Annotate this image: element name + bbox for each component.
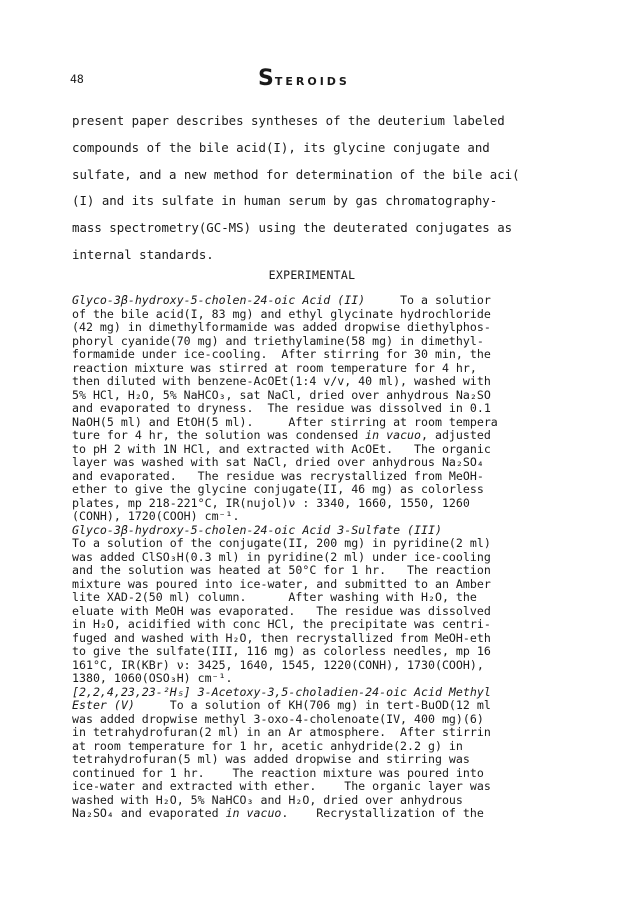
body-text: phoryl cyanide(70 mg) and triethylamine(58 mg) in dimethyl- (72, 334, 484, 348)
body-text: 5% HCl, H₂O, 5% NaHCO₃, sat NaCl, dried over anhydrous Na₂SO (72, 388, 491, 402)
body-text: Na₂SO₄ and evaporated (72, 807, 226, 820)
body-line (72, 335, 556, 349)
body-text: NaOH(5 ml) and EtOH(5 ml). After stirring at room tempera (72, 415, 498, 429)
body-text: To a solutior (365, 294, 491, 307)
section-heading: EXPERIMENTAL (268, 268, 356, 282)
body-line (72, 348, 556, 362)
body-text: to give the sulfate(III, 116 mg) as colorless needles, mp 16 (72, 645, 491, 658)
journal-running-head (258, 66, 350, 91)
body-text: at room temperature for 1 hr, acetic anhydride(2.2 g) in (72, 739, 463, 753)
body-text: of the bile acid(I, 83 mg) and ethyl glycinate hydrochloride (72, 307, 491, 321)
body-text: then diluted with benzene-AcOEt(1:4 v/v, 40 ml), washed with (72, 375, 491, 388)
italic-text: in vacuo (225, 807, 282, 820)
body-line (72, 767, 556, 781)
intro-line: compounds of the bile acid(I), its glycine conjugate and (72, 139, 490, 155)
body-text: ether to give the glycine conjugate(II, 46 mg) as colorless (72, 483, 484, 496)
body-line (72, 807, 556, 821)
body-text: (42 mg) in dimethylformamide was added dropwise diethylphos- (72, 321, 491, 334)
body-line (72, 456, 556, 470)
body-line (72, 510, 556, 524)
body-line (72, 605, 556, 619)
body-text: , adjusted (421, 429, 491, 442)
journal-name-rest: TEROIDS (274, 75, 350, 88)
body-text: To a solution of KH(706 mg) in tert-BuOD(12 ml (134, 699, 491, 712)
body-text: formamide under ice-cooling. After stirring for 30 min, the (72, 348, 491, 361)
body-line (72, 537, 556, 551)
body-line (72, 375, 556, 389)
body-line (72, 389, 556, 403)
journal-initial: S (258, 66, 275, 91)
body-text: continued for 1 hr. The reaction mixture was poured into (72, 766, 484, 780)
body-text: was added ClSO₃H(0.3 ml) in pyridine(2 ml) under ice-cooling (72, 550, 491, 564)
body-line (72, 794, 556, 808)
body-text: (CONH), 1720(COOH) cm⁻¹. (72, 510, 240, 523)
body-text: and evaporated. The residue was recrystallized from MeOH- (72, 469, 484, 483)
intro-line: present paper describes syntheses of the deuterium labeled (72, 113, 505, 128)
body-text: and evaporated to dryness. The residue was dissolved in 0.1 (72, 402, 491, 415)
body-line (72, 308, 556, 322)
body-text: ture for 4 hr, the solution was condensed (72, 429, 366, 442)
intro-line: mass spectrometry(GC-MS) using the deuterated conjugates as (72, 220, 513, 236)
body-line (72, 686, 556, 700)
body-text: in tetrahydrofuran(2 ml) in an Ar atmosphere. After stirrin (72, 726, 491, 739)
body-line (72, 497, 556, 511)
body-line (72, 632, 556, 646)
body-line (72, 524, 556, 538)
body-line (72, 672, 556, 686)
body-text: to pH 2 with 1N HCl, and extracted with AcOEt. The organic (72, 442, 491, 456)
body-line (72, 551, 556, 565)
body-line (72, 578, 556, 592)
body-line (72, 740, 556, 754)
body-text: tetrahydrofuran(5 ml) was added dropwise and stirring was (72, 753, 470, 766)
italic-text: in vacuo (365, 429, 422, 442)
body-text: ice-water and extracted with ether. The organic layer was (72, 780, 491, 793)
body-line (72, 591, 556, 605)
body-text: layer was washed with sat NaCl, dried over anhydrous Na₂SO₄ (72, 456, 484, 469)
body-line (72, 645, 556, 659)
body-line (72, 470, 556, 484)
body-line (72, 780, 556, 794)
intro-line: sulfate, and a new method for determination of the bile aci( (72, 166, 520, 182)
body-line (72, 362, 556, 376)
body-text: fuged and washed with H₂O, then recrystallized from MeOH-eth (72, 631, 491, 645)
body-line (72, 713, 556, 727)
italic-text: Ester (V) (72, 699, 135, 712)
body-line (72, 659, 556, 673)
body-line (72, 443, 556, 457)
body-line (72, 416, 556, 430)
body-text: washed with H₂O, 5% NaHCO₃ and H₂O, dried over anhydrous (72, 793, 463, 807)
intro-paragraph (72, 108, 552, 269)
body-line (72, 618, 556, 632)
body-line (72, 402, 556, 416)
italic-text: Glyco-3β-hydroxy-5-cholen-24-oic Acid (II) (72, 294, 366, 307)
body-text: and the solution was heated at 50°C for 1 hr. The reaction (72, 564, 491, 577)
body-text: mixture was poured into ice-water, and submitted to an Amber (72, 577, 491, 591)
body-text: 161°C, IR(KBr) ν: 3425, 1640, 1545, 1220(CONH), 1730(COOH), (72, 658, 484, 672)
body-line (72, 483, 556, 497)
body-text: in H₂O, acidified with conc HCl, the precipitate was centri- (72, 618, 491, 631)
body-text: 1380, 1060(OSO₃H) cm⁻¹. (72, 672, 233, 685)
body-line (72, 699, 556, 713)
experimental-body (72, 294, 556, 821)
body-text: . Recrystallization of the (281, 807, 484, 820)
body-line (72, 564, 556, 578)
body-line (72, 321, 556, 335)
italic-text: [2,2,4,23,23-²H₅] 3-Acetoxy-3,5-choladien-24-oic Acid Methyl (72, 685, 491, 699)
body-text: lite XAD-2(50 ml) column. After washing with H₂O, the (72, 591, 477, 604)
body-line (72, 753, 556, 767)
italic-text: Glyco-3β-hydroxy-5-cholen-24-oic Acid 3-Sulfate (III) (72, 523, 442, 537)
body-line (72, 726, 556, 740)
body-text: was added dropwise methyl 3-oxo-4-cholenoate(IV, 400 mg)(6) (72, 712, 484, 726)
body-text: plates, mp 218-221°C, IR(nujol)ν : 3340, 1660, 1550, 1260 (72, 496, 470, 510)
body-text: eluate with MeOH was evaporated. The residue was dissolved (72, 604, 491, 618)
body-line (72, 429, 556, 443)
body-line (72, 294, 556, 308)
intro-line: internal standards. (72, 246, 214, 262)
intro-line: (I) and its sulfate in human serum by gas chromatography- (72, 193, 498, 209)
body-text: reaction mixture was stirred at room temperature for 4 hr, (72, 361, 477, 375)
page-number: 48 (70, 72, 84, 86)
body-text: To a solution of the conjugate(II, 200 mg) in pyridine(2 ml) (72, 537, 491, 550)
